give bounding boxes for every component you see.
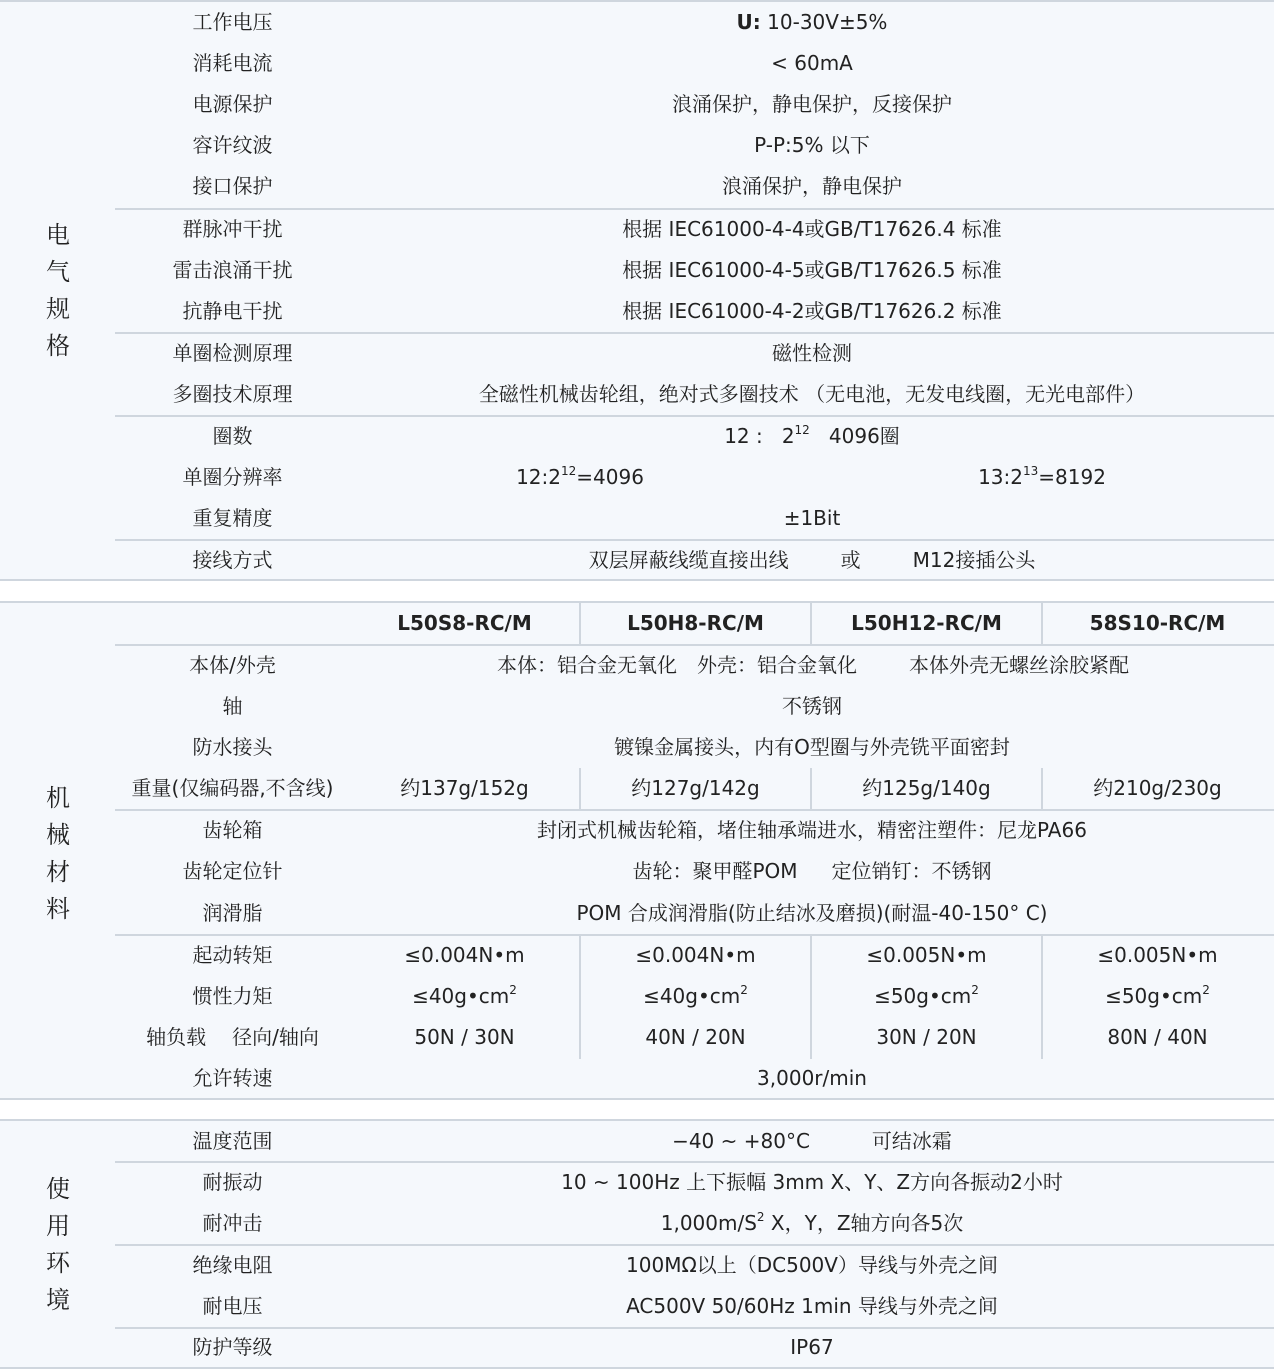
spec-row-weight [0, 768, 1274, 809]
spec-value: 全磁性机械齿轮组，绝对式多圈技术 （无电池，无发电线圈，无光电部件） [478, 382, 1146, 406]
resolution-a-exponent: 12 [560, 464, 577, 478]
wiring-option-cable: 双层屏蔽线缆直接出线 [588, 548, 789, 572]
spec-value: ±1Bit [783, 506, 841, 530]
shaft-load-value: 50N / 30N [414, 1025, 515, 1049]
shock-value: 1,000m/S [660, 1211, 757, 1235]
spec-row-waterproof [0, 727, 1274, 768]
spec-label: 接口保护 [192, 174, 273, 198]
inertia-exponent: 2 [1202, 983, 1210, 997]
spec-value: 100MΩ以上（DC500V）导线与外壳之间 [626, 1253, 998, 1277]
inertia-value [812, 976, 1041, 1017]
weight-value: 约137g/152g [400, 776, 529, 800]
spec-label: 单圈分辨率 [182, 465, 283, 489]
voltage-symbol: U: [736, 10, 761, 34]
spec-label: 防水接头 [192, 735, 273, 759]
spec-row-wiring [0, 540, 1274, 581]
torque-value: ≤0.004N•m [404, 943, 525, 967]
spec-label: 雷击浪涌干扰 [172, 258, 293, 282]
weight-value: 约127g/142g [631, 776, 760, 800]
spec-row-withstand [0, 1286, 1274, 1327]
shaft-load-value: 30N / 20N [876, 1025, 977, 1049]
column-divider [1041, 935, 1043, 1059]
resolution-b-exponent: 13 [1022, 464, 1039, 478]
spec-value [350, 851, 1274, 892]
spec-value: 浪涌保护，静电保护，反接保护 [672, 92, 952, 116]
section-title-char: 气 [46, 258, 70, 286]
shell-material: 外壳：铝合金氧化 [697, 653, 857, 677]
spec-value: 镀镍金属接头，内有O型圈与外壳铣平面密封 [614, 735, 1010, 759]
spec-row-resolution [0, 457, 1274, 498]
turns-prefix: 12 : [724, 424, 763, 448]
spec-row-repeatability [0, 498, 1274, 539]
spec-label: 轴 [222, 694, 243, 718]
spec-label: 绝缘电阻 [192, 1253, 273, 1277]
spec-value [350, 416, 1274, 457]
spec-value: 不锈钢 [782, 694, 842, 718]
spec-label: 起动转矩 [192, 943, 273, 967]
spec-row-torque [0, 935, 1274, 976]
spec-label: 惯性力矩 [192, 984, 273, 1008]
electrical-section [0, 0, 1274, 581]
resolution-13bit [927, 457, 1157, 498]
environment-section [0, 1119, 1274, 1369]
spec-label: 消耗电流 [192, 51, 273, 75]
body-assembly: 本体外壳无螺丝涂胶紧配 [909, 653, 1129, 677]
spec-value [350, 1121, 1274, 1162]
spec-label: 重复精度 [192, 506, 273, 530]
inertia-number: ≤40g•cm [412, 984, 510, 1008]
spec-value [350, 2, 1274, 43]
column-divider [810, 603, 812, 644]
column-divider [810, 768, 812, 809]
body-material: 本体：铝合金无氧化 [497, 653, 677, 677]
spec-value: P-P:5% 以下 [754, 133, 870, 157]
resolution-b-prefix: 13:2 [978, 465, 1023, 489]
spec-row-body [0, 645, 1274, 686]
column-divider [579, 768, 581, 809]
spec-label: 容许纹波 [192, 133, 273, 157]
shock-exponent: 2 [756, 1210, 765, 1224]
inertia-exponent: 2 [740, 983, 748, 997]
spec-row-interface-protection [0, 166, 1274, 207]
torque-value: ≤0.005N•m [866, 943, 987, 967]
shock-direction: X，Y，Z轴方向各5次 [764, 1211, 964, 1235]
inertia-value [350, 976, 579, 1017]
spec-label: 耐振动 [202, 1170, 263, 1194]
turns-suffix: 4096圈 [828, 424, 900, 448]
spec-label: 单圈检测原理 [172, 341, 293, 365]
model-header-row [0, 603, 1274, 644]
resolution-a-prefix: 12:2 [516, 465, 561, 489]
spec-row-insulation [0, 1245, 1274, 1286]
spec-row-gear-pin [0, 851, 1274, 892]
spec-row-surge [0, 250, 1274, 291]
shaft-load-value: 80N / 40N [1107, 1025, 1208, 1049]
column-divider [1041, 603, 1043, 644]
spec-value: 10 ~ 100Hz 上下振幅 3mm X、Y、Z方向各振动2小时 [561, 1170, 1063, 1194]
section-title-char: 械 [46, 821, 70, 849]
inertia-exponent: 2 [971, 983, 979, 997]
column-divider [579, 603, 581, 644]
inertia-number: ≤50g•cm [874, 984, 972, 1008]
spec-row-temperature [0, 1121, 1274, 1162]
spec-value: 根据 IEC61000-4-4或GB/T17626.4 标准 [622, 217, 1002, 241]
turns-exponent: 12 [794, 423, 810, 437]
section-title-char: 用 [46, 1212, 70, 1240]
spec-row-gearbox [0, 810, 1274, 851]
inertia-value [1043, 976, 1272, 1017]
spec-value [350, 645, 1274, 686]
spec-row-grease [0, 893, 1274, 934]
temperature-note: 可结冰霜 [871, 1129, 952, 1153]
spec-value [350, 540, 1274, 581]
section-title-char: 电 [46, 221, 70, 249]
section-title-char: 格 [46, 332, 70, 360]
section-title-char: 环 [46, 1249, 70, 1277]
inertia-number: ≤50g•cm [1105, 984, 1203, 1008]
section-title-char: 使 [46, 1175, 70, 1203]
torque-value: ≤0.005N•m [1097, 943, 1218, 967]
spec-label: 允许转速 [192, 1066, 273, 1090]
spec-label: 接线方式 [192, 548, 273, 572]
spec-value: 浪涌保护，静电保护 [722, 174, 902, 198]
spec-row-shaft [0, 686, 1274, 727]
spec-label: 重量(仅编码器,不含线) [131, 776, 334, 800]
shaft-load-label: 轴负载 [146, 1025, 207, 1049]
spec-row-esd [0, 291, 1274, 332]
weight-value: 约210g/230g [1093, 776, 1222, 800]
section-title-char: 境 [46, 1286, 70, 1314]
wiring-or: 或 [840, 548, 861, 572]
spec-value: AC500V 50/60Hz 1min 导线与外壳之间 [626, 1294, 998, 1318]
spec-row-speed [0, 1058, 1274, 1099]
section-title-char: 料 [46, 895, 70, 923]
spec-row-shock [0, 1203, 1274, 1244]
section-title-char: 材 [46, 858, 70, 886]
spec-value: 封闭式机械齿轮箱，堵住轴承端进水，精密注塑件：尼龙PA66 [537, 818, 1087, 842]
model-header: L50H8-RC/M [627, 611, 764, 635]
resolution-a-suffix: =4096 [576, 465, 644, 489]
spec-value: POM 合成润滑脂(防止结冰及磨损)(耐温-40-150° C) [576, 901, 1048, 925]
inertia-number: ≤40g•cm [643, 984, 741, 1008]
spec-value [350, 1203, 1274, 1244]
spec-row-single-turn-principle [0, 333, 1274, 374]
column-divider [1041, 768, 1043, 809]
gear-material: 齿轮：聚甲醛POM [632, 859, 798, 883]
column-divider [810, 935, 812, 1059]
spec-row-burst [0, 209, 1274, 250]
model-header: 58S10-RC/M [1089, 611, 1226, 635]
temperature-range: −40 ~ +80°C [672, 1129, 810, 1153]
spec-row-power-protection [0, 84, 1274, 125]
spec-row-protection [0, 1327, 1274, 1368]
resolution-b-suffix: =8192 [1038, 465, 1106, 489]
spec-value: 根据 IEC61000-4-2或GB/T17626.2 标准 [622, 299, 1002, 323]
spec-label: 耐电压 [202, 1294, 263, 1318]
spec-value: 磁性检测 [772, 341, 852, 365]
spec-value: 3,000r/min [757, 1066, 867, 1090]
spec-label: 齿轮定位针 [182, 859, 283, 883]
spec-row-vibration [0, 1162, 1274, 1203]
inertia-exponent: 2 [509, 983, 517, 997]
spec-row-multi-turn-principle [0, 374, 1274, 415]
shaft-load-value: 40N / 20N [645, 1025, 746, 1049]
torque-value: ≤0.004N•m [635, 943, 756, 967]
spec-row-inertia [0, 976, 1274, 1017]
weight-value: 约125g/140g [862, 776, 991, 800]
spec-row-shaft-load [0, 1017, 1274, 1058]
column-divider [579, 935, 581, 1059]
spec-row-ripple [0, 125, 1274, 166]
spec-value: < 60mA [771, 51, 853, 75]
model-header: L50S8-RC/M [397, 611, 532, 635]
spec-label: 温度范围 [192, 1129, 273, 1153]
spec-label: 抗静电干扰 [182, 299, 283, 323]
spec-label: 多圈技术原理 [172, 382, 293, 406]
section-title-char: 规 [46, 295, 70, 323]
spec-label: 齿轮箱 [202, 818, 263, 842]
spec-label [115, 1017, 350, 1058]
spec-label: 电源保护 [192, 92, 273, 116]
wiring-option-m12: M12接插公头 [912, 548, 1036, 572]
spec-label: 工作电压 [192, 10, 273, 34]
spec-label: 圈数 [212, 424, 253, 448]
spec-label: 群脉冲干扰 [182, 217, 283, 241]
spec-row-working-voltage [0, 2, 1274, 43]
shaft-load-sublabel: 径向/轴向 [232, 1025, 319, 1049]
spec-row-current [0, 43, 1274, 84]
spec-label: 耐冲击 [202, 1211, 263, 1235]
spec-value: IP67 [790, 1335, 834, 1359]
spec-label: 防护等级 [192, 1335, 273, 1359]
mechanical-section [0, 601, 1274, 1100]
voltage-value: 10-30V±5% [767, 10, 888, 34]
spec-label: 润滑脂 [202, 901, 263, 925]
resolution-12bit [465, 457, 695, 498]
pin-material: 定位销钉：不锈钢 [831, 859, 992, 883]
turns-base: 2 [781, 424, 795, 448]
spec-row-turns [0, 416, 1274, 457]
section-title-char: 机 [46, 784, 70, 812]
model-header: L50H12-RC/M [851, 611, 1002, 635]
spec-label: 本体/外壳 [189, 653, 276, 677]
spec-value: 根据 IEC61000-4-5或GB/T17626.5 标准 [622, 258, 1002, 282]
inertia-value [581, 976, 810, 1017]
